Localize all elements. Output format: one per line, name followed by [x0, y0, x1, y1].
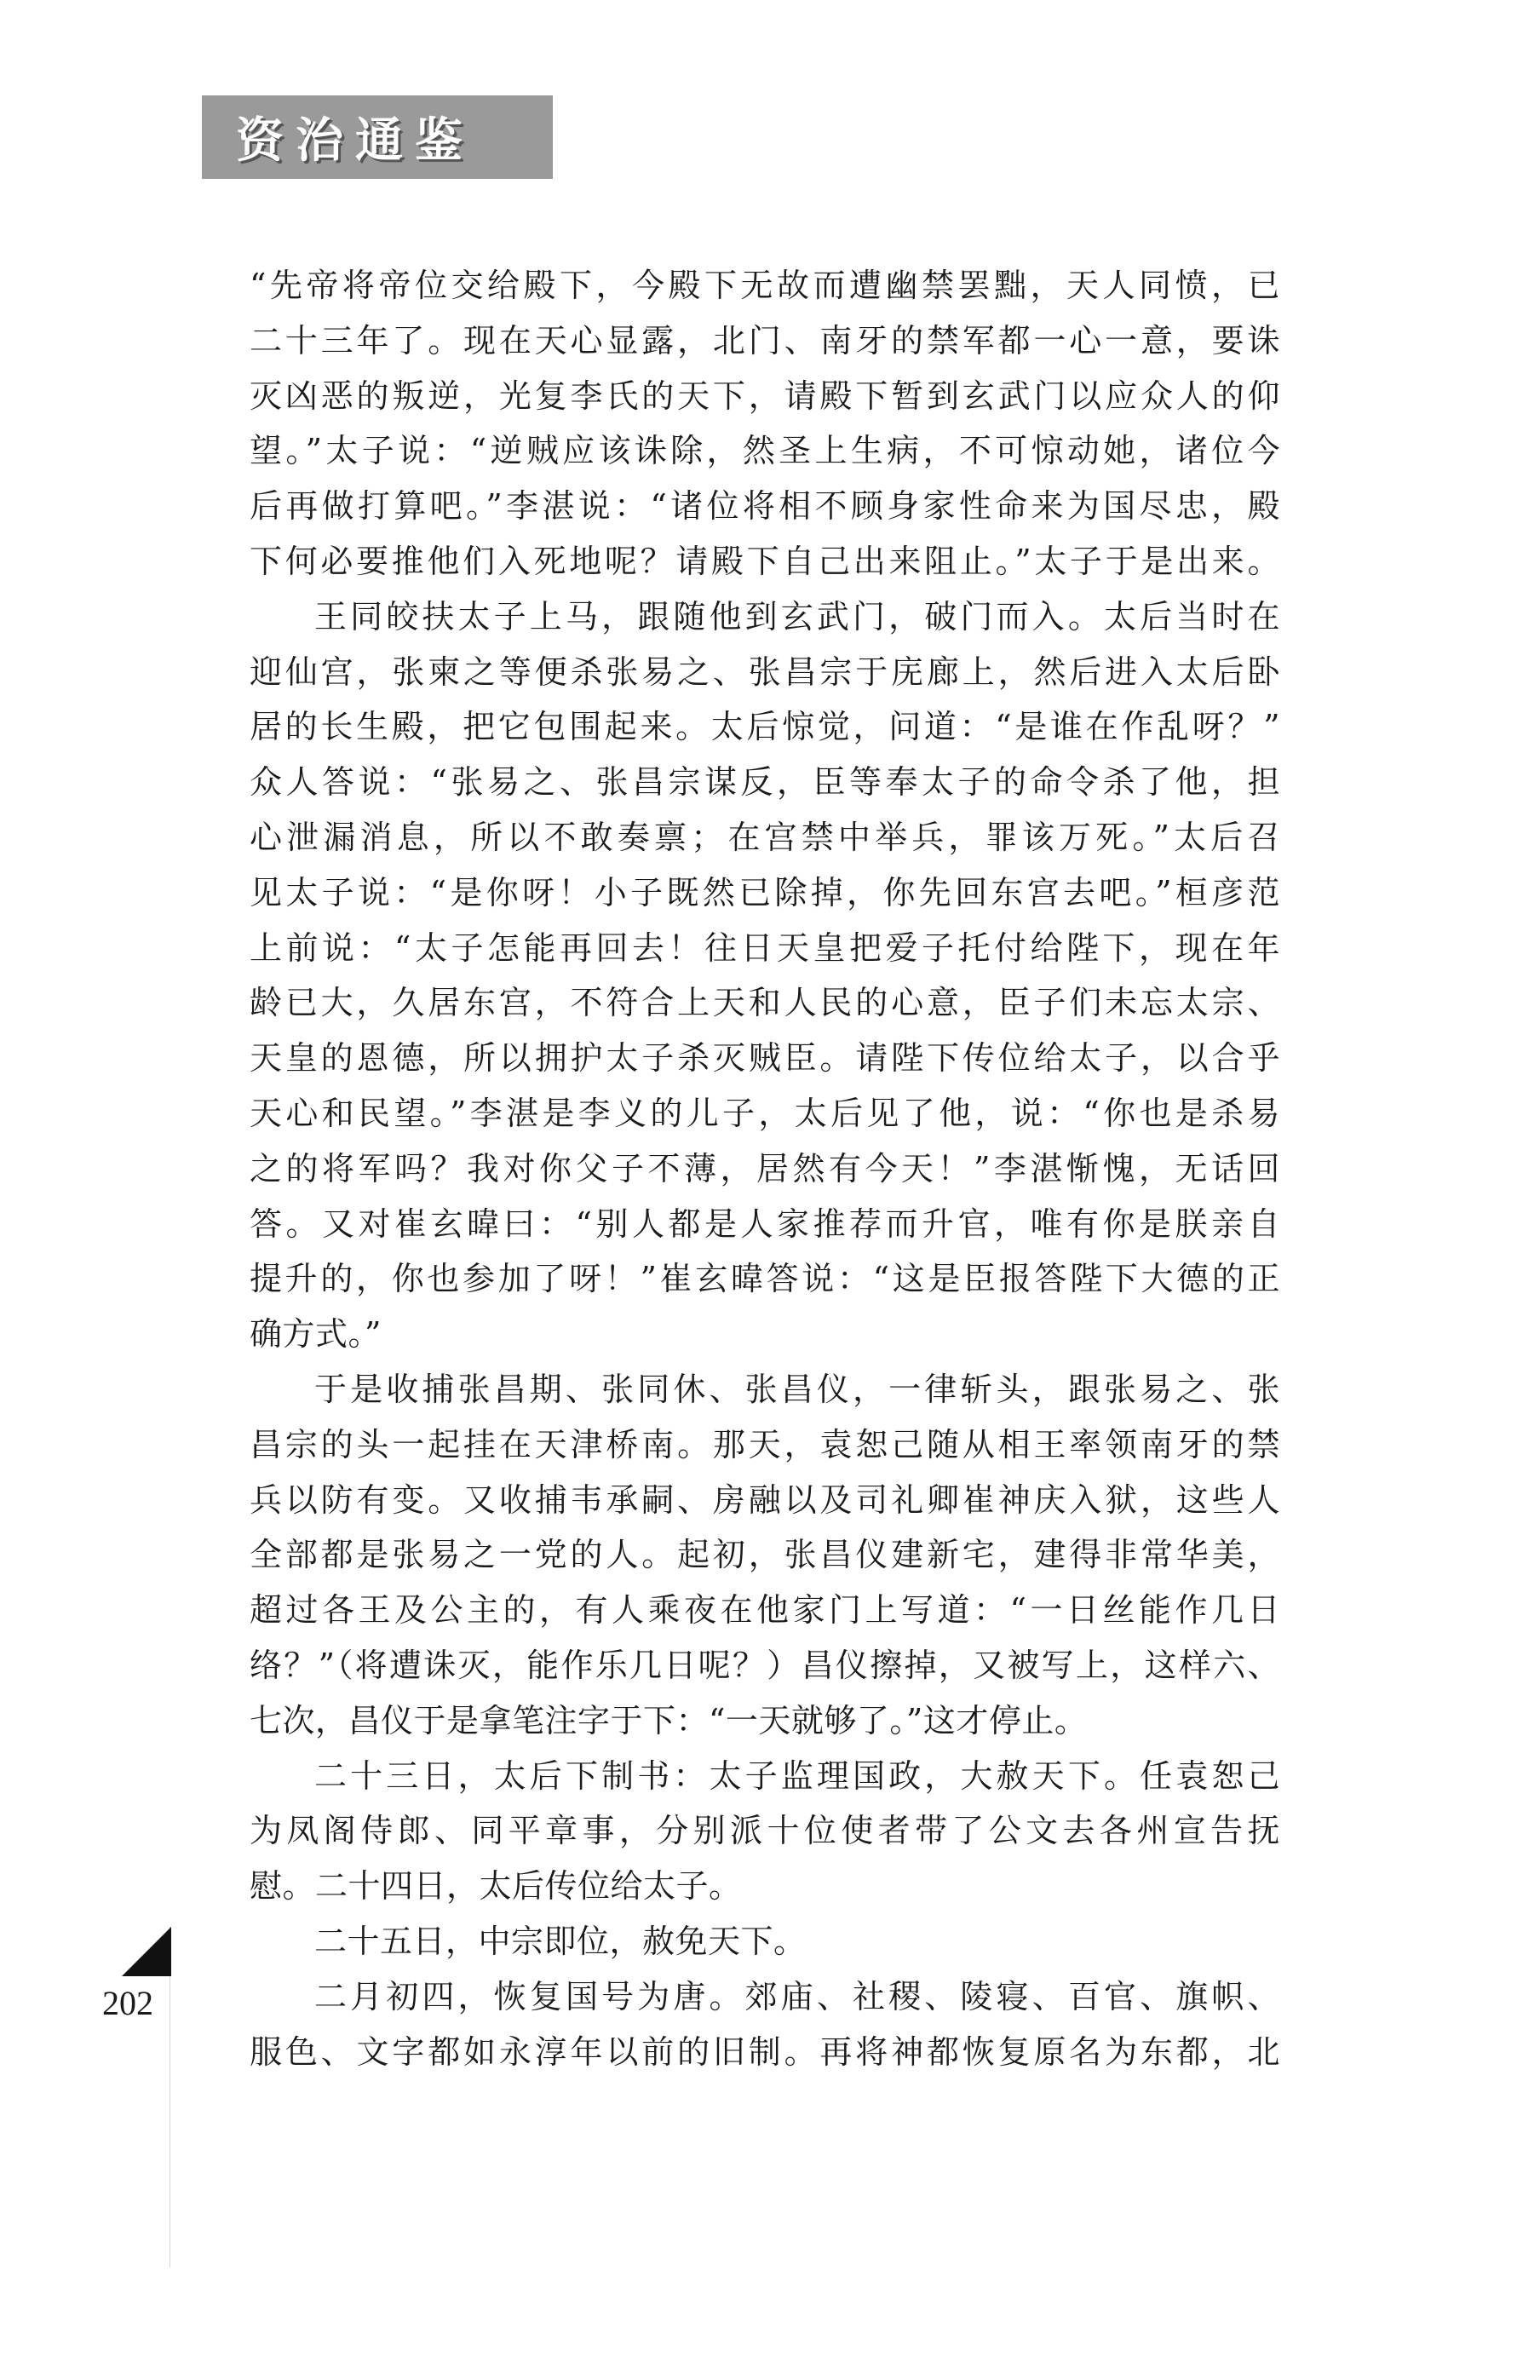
text-line: 昌宗的头一起挂在天津桥南。那天，袁恕己随从相王率领南牙的禁 [250, 1425, 1280, 1463]
text-line: 二十三年了。现在天心显露，北门、南牙的禁军都一心一意，要诛 [250, 321, 1280, 359]
text-line: 兵以防有变。又收捕韦承嗣、房融以及司礼卿崔神庆入狱，这些人 [250, 1480, 1280, 1519]
body-text [250, 258, 1280, 2079]
text-line: 灭凶恶的叛逆，光复李氏的天下，请殿下暂到玄武门以应众人的仰 [250, 377, 1280, 415]
text-line: 二月初四，恢复国号为唐。郊庙、社稷、陵寝、百官、旗帜、 [314, 1977, 1280, 2015]
page-corner-marker [122, 1927, 171, 1976]
text-line: 二十三日，太后下制书：太子监理国政，大赦天下。任袁恕己 [314, 1756, 1280, 1795]
text-line: 全部都是张易之一党的人。起初，张昌仪建新宅，建得非常华美， [250, 1536, 1280, 1574]
text-line: 络？”（将遭诛灭，能作乐几日呢？）昌仪擦掉，又被写上，这样六、 [250, 1646, 1280, 1684]
text-line: 答。又对崔玄暐曰：“别人都是人家推荐而升官，唯有你是朕亲自 [250, 1204, 1280, 1243]
text-line: 后再做打算吧。”李湛说：“诸位将相不顾身家性命来为国尽忠，殿 [250, 487, 1280, 526]
text-line: 龄已大，久居东宫，不符合上天和人民的心意，臣子们未忘太宗、 [250, 984, 1280, 1022]
text-line: 见太子说：“是你呀！小子既然已除掉，你先回东宫去吧。”桓彦范 [250, 873, 1280, 911]
text-line: 天心和民望。”李湛是李义的儿子，太后见了他，说：“你也是杀易 [250, 1094, 1280, 1132]
book-title-banner [202, 95, 553, 179]
text-line: 七次，昌仪于是拿笔注字于下：“一天就够了。”这才停止。 [250, 1701, 1088, 1739]
page-number: 202 [102, 1984, 153, 2022]
text-line: 众人答说：“张易之、张昌宗谋反，臣等奉太子的命令杀了他，担 [250, 763, 1280, 802]
text-line: 天皇的恩德，所以拥护太子杀灭贼臣。请陛下传位给太子，以合乎 [250, 1039, 1280, 1078]
text-line: 王同皎扶太子上马，跟随他到玄武门，破门而入。太后当时在 [314, 597, 1280, 635]
text-line: 确方式。” [250, 1315, 382, 1354]
text-line: 超过各王及公主的，有人乘夜在他家门上写道：“一日丝能作几日 [250, 1591, 1280, 1630]
text-line: 提升的，你也参加了呀！”崔玄暐答说：“这是臣报答陛下大德的正 [250, 1260, 1280, 1298]
text-line: 居的长生殿，把它包围起来。太后惊觉，问道：“是谁在作乱呀？” [250, 708, 1280, 746]
text-line: 服色、文字都如永淳年以前的旧制。再将神都恢复原名为东都，北 [250, 2032, 1280, 2071]
text-line: 下何必要推他们入死地呢？请殿下自己出来阻止。”太子于是出来。 [250, 542, 1280, 580]
text-line: 二十五日，中宗即位，赦免天下。 [314, 1922, 807, 1960]
text-line: 望。”太子说：“逆贼应该诛除，然圣上生病，不可惊动她，诸位今 [250, 432, 1280, 470]
book-title: 资治通鉴 [236, 113, 474, 169]
text-line: 慰。二十四日，太后传位给太子。 [250, 1867, 742, 1906]
text-line: 于是收捕张昌期、张同休、张昌仪，一律斩头，跟张易之、张 [314, 1370, 1280, 1408]
text-line: 上前说：“太子怎能再回去！往日天皇把爱子托付给陛下，现在年 [250, 928, 1280, 967]
text-line: 心泄漏消息，所以不敢奏禀；在宫禁中举兵，罪该万死。”太后召 [250, 818, 1280, 856]
text-line: “先帝将帝位交给殿下，今殿下无故而遭幽禁罢黜，天人同愤，已 [250, 267, 1280, 304]
text-line: 之的将军吗？我对你父子不薄，居然有今天！”李湛惭愧，无话回 [250, 1149, 1280, 1187]
text-line: 为凤阁侍郎、同平章事，分别派十位使者带了公文去各州宣告抚 [250, 1812, 1280, 1850]
text-line: 迎仙宫，张柬之等便杀张易之、张昌宗于庑廊上，然后进入太后卧 [250, 652, 1280, 691]
